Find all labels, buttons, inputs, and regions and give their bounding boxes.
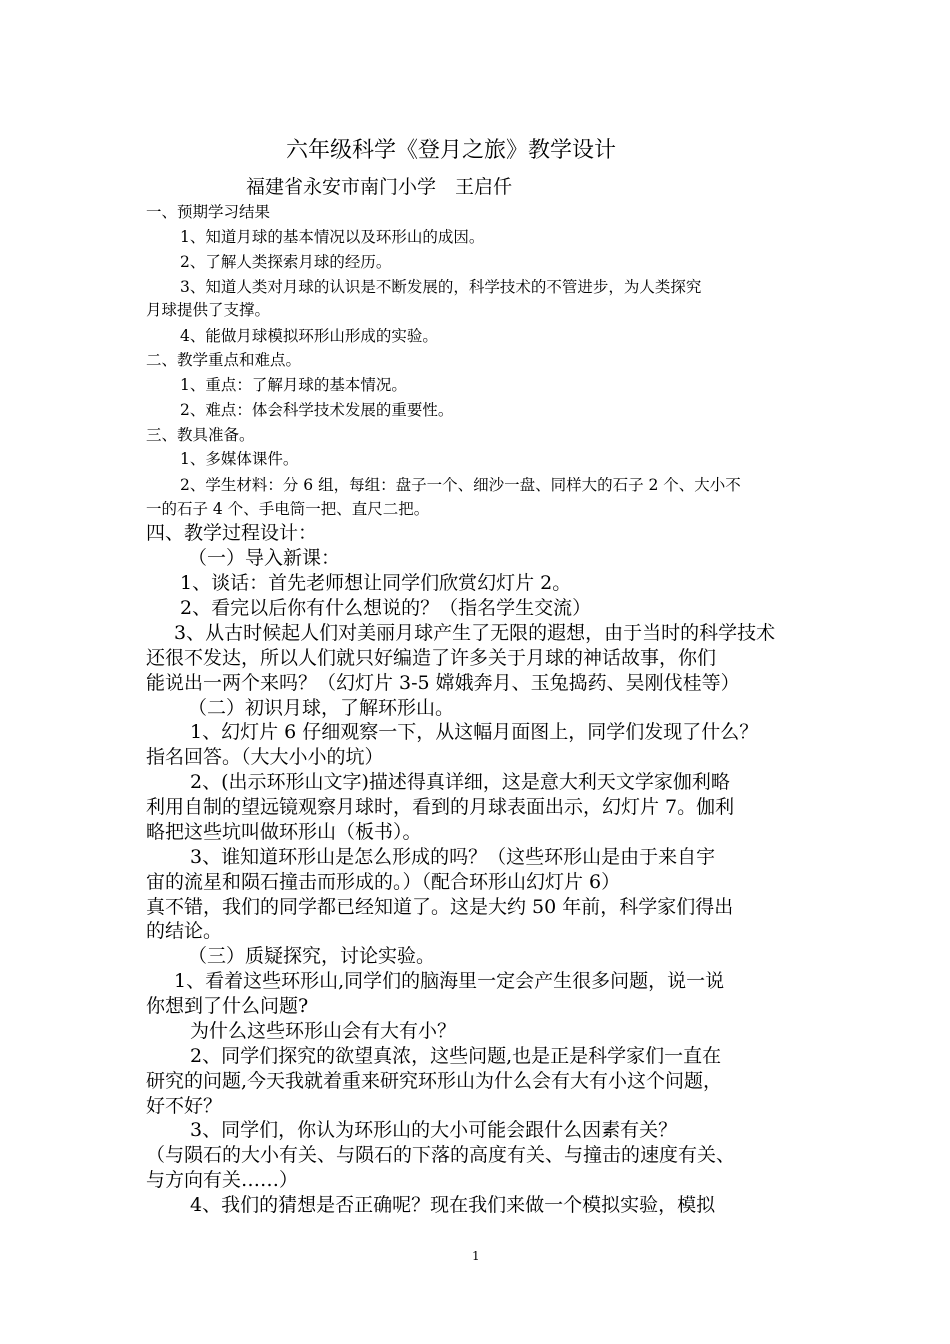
text-line: 2、(出示环形山文字)描述得真详细，这是意大利天文学家伽利略: [190, 771, 730, 793]
text-line: 能说出一两个来吗？（幻灯片 3-5 嫦娥奔月、玉兔捣药、吴刚伐桂等）: [146, 672, 740, 694]
text-line: 2、看完以后你有什么想说的？（指名学生交流）: [180, 597, 592, 619]
text-line: 2、了解人类探索月球的经历。: [180, 253, 392, 271]
author-line: 福建省永安市南门小学 王启仟: [246, 176, 513, 198]
text-line: 略把这些坑叫做环形山（板书）。: [146, 821, 422, 843]
subsection-heading: （二）初识月球，了解环形山。: [188, 697, 455, 719]
text-line: 好不好？: [146, 1095, 223, 1117]
subsection-heading: （一）导入新课：: [188, 547, 341, 569]
text-line: 的结论。: [146, 920, 223, 942]
text-line: 利用自制的望远镜观察月球时，看到的月球表面出示，幻灯片 7。伽利: [146, 796, 735, 818]
text-line: 指名回答。（大大小小的坑）: [146, 746, 384, 768]
text-line: 1、幻灯片 6 仔细观察一下，从这幅月面图上，同学们发现了什么？: [190, 721, 759, 743]
text-line: 一的石子 4 个、手电筒一把、直尺二把。: [146, 500, 430, 518]
document-title: 六年级科学《登月之旅》教学设计: [286, 138, 617, 163]
text-line: 你想到了什么问题?: [146, 995, 309, 1017]
text-line: 还很不发达，所以人们就只好编造了许多关于月球的神话故事，你们: [146, 647, 717, 669]
text-line: 1、谈话：首先老师想让同学们欣赏幻灯片 2。: [180, 572, 572, 594]
text-line: 宙的流星和陨石撞击而形成的。）（配合环形山幻灯片 6）: [146, 871, 621, 893]
text-line: 4、我们的猜想是否正确呢？现在我们来做一个模拟实验，模拟: [190, 1194, 716, 1216]
subsection-heading: （三）质疑探究，讨论实验。: [188, 945, 436, 967]
text-line: 3、同学们，你认为环形山的大小可能会跟什么因素有关？: [190, 1119, 678, 1141]
text-line: 与方向有关……）: [146, 1169, 299, 1191]
text-line: 2、学生材料：分 6 组，每组：盘子一个、细沙一盘、同样大的石子 2 个、大小不: [180, 476, 741, 494]
text-line: 3、从古时候起人们对美丽月球产生了无限的遐想，由于当时的科学技术: [174, 622, 776, 644]
text-line: 1、重点：了解月球的基本情况。: [180, 376, 407, 394]
text-line: 3、知道人类对月球的认识是不断发展的，科学技术的不管进步，为人类探究: [180, 278, 702, 296]
text-line: 4、能做月球模拟环形山形成的实验。: [180, 327, 438, 345]
text-line: 研究的问题,今天我就着重来研究环形山为什么会有大有小这个问题，: [146, 1070, 723, 1092]
text-line: 1、看着这些环形山,同学们的脑海里一定会产生很多问题，说一说: [174, 970, 725, 992]
section-heading: 一、预期学习结果: [146, 203, 271, 221]
text-line: （与陨石的大小有关、与陨石的下落的高度有关、与撞击的速度有关、: [146, 1144, 736, 1166]
text-line: 3、谁知道环形山是怎么形成的吗？（这些环形山是由于来自宇: [190, 846, 716, 868]
text-line: 1、知道月球的基本情况以及环形山的成因。: [180, 228, 485, 246]
text-line: 1、多媒体课件。: [180, 450, 299, 468]
text-line: 2、同学们探究的欲望真浓，这些问题,也是正是科学家们一直在: [190, 1045, 722, 1067]
section-heading: 三、教具准备。: [146, 426, 255, 444]
text-line: 真不错，我们的同学都已经知道了。这是大约 50 年前，科学家们得出: [146, 896, 734, 918]
text-line: 月球提供了支撑。: [146, 301, 271, 319]
section-heading: 四、教学过程设计：: [146, 522, 318, 544]
section-heading: 二、教学重点和难点。: [146, 351, 302, 369]
text-line: 为什么这些环形山会有大有小？: [190, 1020, 457, 1042]
text-line: 2、难点：体会科学技术发展的重要性。: [180, 401, 454, 419]
page-number: 1: [472, 1249, 480, 1263]
